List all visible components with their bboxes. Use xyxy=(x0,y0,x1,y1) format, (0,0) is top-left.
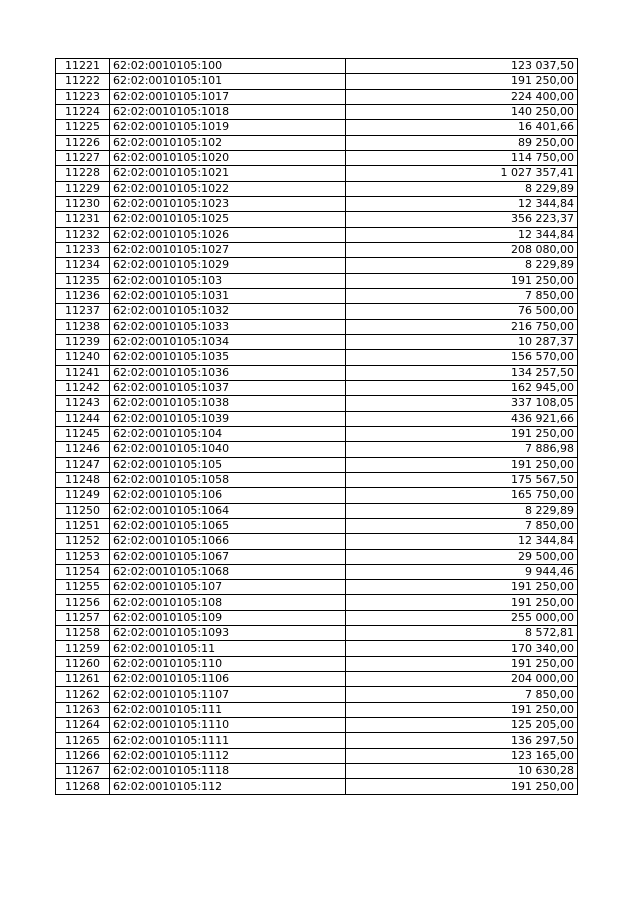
table-row xyxy=(56,104,578,119)
table-row xyxy=(56,365,578,380)
cadastral-number-cell: 62:02:0010105:1037 xyxy=(110,380,346,395)
cadastral-number-cell: 62:02:0010105:1038 xyxy=(110,396,346,411)
value-cell: 191 250,00 xyxy=(346,580,578,595)
table-row xyxy=(56,135,578,150)
row-number-cell: 11241 xyxy=(56,365,110,380)
table-row xyxy=(56,641,578,656)
cadastral-number-cell: 62:02:0010105:102 xyxy=(110,135,346,150)
value-cell: 156 570,00 xyxy=(346,350,578,365)
cadastral-number-cell: 62:02:0010105:1026 xyxy=(110,227,346,242)
table-row xyxy=(56,687,578,702)
value-cell: 12 344,84 xyxy=(346,534,578,549)
value-cell: 8 229,89 xyxy=(346,181,578,196)
cadastral-number-cell: 62:02:0010105:107 xyxy=(110,580,346,595)
table-row xyxy=(56,564,578,579)
cadastral-number-cell: 62:02:0010105:112 xyxy=(110,779,346,794)
cadastral-number-cell: 62:02:0010105:105 xyxy=(110,457,346,472)
row-number-cell: 11242 xyxy=(56,380,110,395)
row-number-cell: 11247 xyxy=(56,457,110,472)
row-number-cell: 11260 xyxy=(56,656,110,671)
cadastral-number-cell: 62:02:0010105:1025 xyxy=(110,212,346,227)
cadastral-number-cell: 62:02:0010105:111 xyxy=(110,702,346,717)
row-number-cell: 11225 xyxy=(56,120,110,135)
value-cell: 436 921,66 xyxy=(346,411,578,426)
value-cell: 191 250,00 xyxy=(346,273,578,288)
cadastral-number-cell: 62:02:0010105:103 xyxy=(110,273,346,288)
cadastral-number-cell: 62:02:0010105:1035 xyxy=(110,350,346,365)
cadastral-number-cell: 62:02:0010105:1111 xyxy=(110,733,346,748)
row-number-cell: 11267 xyxy=(56,764,110,779)
row-number-cell: 11234 xyxy=(56,258,110,273)
value-cell: 123 165,00 xyxy=(346,748,578,763)
value-cell: 16 401,66 xyxy=(346,120,578,135)
table-row xyxy=(56,288,578,303)
cadastral-number-cell: 62:02:0010105:1068 xyxy=(110,564,346,579)
value-cell: 8 572,81 xyxy=(346,626,578,641)
row-number-cell: 11235 xyxy=(56,273,110,288)
cadastral-number-cell: 62:02:0010105:1019 xyxy=(110,120,346,135)
value-cell: 29 500,00 xyxy=(346,549,578,564)
cadastral-number-cell: 62:02:0010105:1020 xyxy=(110,150,346,165)
cadastral-number-cell: 62:02:0010105:1093 xyxy=(110,626,346,641)
value-cell: 89 250,00 xyxy=(346,135,578,150)
cadastral-number-cell: 62:02:0010105:1065 xyxy=(110,518,346,533)
value-cell: 191 250,00 xyxy=(346,426,578,441)
row-number-cell: 11231 xyxy=(56,212,110,227)
cadastral-number-cell: 62:02:0010105:1112 xyxy=(110,748,346,763)
table-row xyxy=(56,626,578,641)
table-row xyxy=(56,212,578,227)
row-number-cell: 11222 xyxy=(56,74,110,89)
value-cell: 191 250,00 xyxy=(346,595,578,610)
value-cell: 76 500,00 xyxy=(346,304,578,319)
value-cell: 191 250,00 xyxy=(346,457,578,472)
cadastral-number-cell: 62:02:0010105:1018 xyxy=(110,104,346,119)
row-number-cell: 11233 xyxy=(56,242,110,257)
row-number-cell: 11256 xyxy=(56,595,110,610)
cadastral-number-cell: 62:02:0010105:1040 xyxy=(110,442,346,457)
table-row xyxy=(56,181,578,196)
value-cell: 8 229,89 xyxy=(346,503,578,518)
row-number-cell: 11261 xyxy=(56,672,110,687)
table-row xyxy=(56,334,578,349)
cadastral-number-cell: 62:02:0010105:1032 xyxy=(110,304,346,319)
table-row xyxy=(56,472,578,487)
row-number-cell: 11228 xyxy=(56,166,110,181)
cadastral-number-cell: 62:02:0010105:1027 xyxy=(110,242,346,257)
value-cell: 216 750,00 xyxy=(346,319,578,334)
row-number-cell: 11258 xyxy=(56,626,110,641)
value-cell: 337 108,05 xyxy=(346,396,578,411)
cadastral-number-cell: 62:02:0010105:104 xyxy=(110,426,346,441)
table-row xyxy=(56,580,578,595)
table-row xyxy=(56,656,578,671)
row-number-cell: 11245 xyxy=(56,426,110,441)
value-cell: 208 080,00 xyxy=(346,242,578,257)
value-cell: 165 750,00 xyxy=(346,488,578,503)
value-cell: 191 250,00 xyxy=(346,656,578,671)
row-number-cell: 11240 xyxy=(56,350,110,365)
value-cell: 8 229,89 xyxy=(346,258,578,273)
row-number-cell: 11250 xyxy=(56,503,110,518)
value-cell: 1 027 357,41 xyxy=(346,166,578,181)
cadastral-number-cell: 62:02:0010105:11 xyxy=(110,641,346,656)
value-cell: 140 250,00 xyxy=(346,104,578,119)
table-row xyxy=(56,319,578,334)
table-row xyxy=(56,196,578,211)
table-row xyxy=(56,518,578,533)
table-row xyxy=(56,273,578,288)
value-cell: 191 250,00 xyxy=(346,702,578,717)
table-row xyxy=(56,89,578,104)
cadastral-number-cell: 62:02:0010105:1039 xyxy=(110,411,346,426)
table-row xyxy=(56,411,578,426)
row-number-cell: 11249 xyxy=(56,488,110,503)
cadastral-number-cell: 62:02:0010105:1034 xyxy=(110,334,346,349)
value-cell: 7 850,00 xyxy=(346,288,578,303)
cadastral-number-cell: 62:02:0010105:1023 xyxy=(110,196,346,211)
value-cell: 12 344,84 xyxy=(346,196,578,211)
value-cell: 125 205,00 xyxy=(346,718,578,733)
table-row xyxy=(56,733,578,748)
cadastral-number-cell: 62:02:0010105:109 xyxy=(110,610,346,625)
row-number-cell: 11221 xyxy=(56,59,110,74)
value-cell: 123 037,50 xyxy=(346,59,578,74)
value-cell: 224 400,00 xyxy=(346,89,578,104)
row-number-cell: 11239 xyxy=(56,334,110,349)
row-number-cell: 11264 xyxy=(56,718,110,733)
table-row xyxy=(56,150,578,165)
row-number-cell: 11238 xyxy=(56,319,110,334)
row-number-cell: 11252 xyxy=(56,534,110,549)
value-cell: 255 000,00 xyxy=(346,610,578,625)
value-cell: 10 630,28 xyxy=(346,764,578,779)
cadastral-number-cell: 62:02:0010105:100 xyxy=(110,59,346,74)
table-row xyxy=(56,549,578,564)
value-cell: 12 344,84 xyxy=(346,227,578,242)
cadastral-number-cell: 62:02:0010105:1036 xyxy=(110,365,346,380)
table-row xyxy=(56,488,578,503)
table-row xyxy=(56,350,578,365)
table-row xyxy=(56,380,578,395)
value-cell: 7 886,98 xyxy=(346,442,578,457)
table-row xyxy=(56,672,578,687)
table-row xyxy=(56,595,578,610)
row-number-cell: 11248 xyxy=(56,472,110,487)
table-body xyxy=(56,59,578,795)
row-number-cell: 11253 xyxy=(56,549,110,564)
row-number-cell: 11229 xyxy=(56,181,110,196)
row-number-cell: 11254 xyxy=(56,564,110,579)
cadastral-number-cell: 62:02:0010105:1022 xyxy=(110,181,346,196)
cadastral-number-cell: 62:02:0010105:101 xyxy=(110,74,346,89)
cadastral-number-cell: 62:02:0010105:1064 xyxy=(110,503,346,518)
cadastre-table xyxy=(55,58,578,795)
row-number-cell: 11226 xyxy=(56,135,110,150)
row-number-cell: 11246 xyxy=(56,442,110,457)
value-cell: 136 297,50 xyxy=(346,733,578,748)
cadastral-number-cell: 62:02:0010105:1118 xyxy=(110,764,346,779)
cadastral-number-cell: 62:02:0010105:1110 xyxy=(110,718,346,733)
table-row xyxy=(56,396,578,411)
value-cell: 10 287,37 xyxy=(346,334,578,349)
table-row xyxy=(56,74,578,89)
value-cell: 7 850,00 xyxy=(346,687,578,702)
table-row xyxy=(56,59,578,74)
table-row xyxy=(56,534,578,549)
cadastral-number-cell: 62:02:0010105:1021 xyxy=(110,166,346,181)
row-number-cell: 11236 xyxy=(56,288,110,303)
value-cell: 162 945,00 xyxy=(346,380,578,395)
table-row xyxy=(56,120,578,135)
value-cell: 9 944,46 xyxy=(346,564,578,579)
row-number-cell: 11268 xyxy=(56,779,110,794)
cadastral-number-cell: 62:02:0010105:1058 xyxy=(110,472,346,487)
row-number-cell: 11265 xyxy=(56,733,110,748)
row-number-cell: 11223 xyxy=(56,89,110,104)
value-cell: 134 257,50 xyxy=(346,365,578,380)
row-number-cell: 11244 xyxy=(56,411,110,426)
cadastral-number-cell: 62:02:0010105:1107 xyxy=(110,687,346,702)
value-cell: 7 850,00 xyxy=(346,518,578,533)
cadastral-number-cell: 62:02:0010105:1106 xyxy=(110,672,346,687)
cadastral-number-cell: 62:02:0010105:108 xyxy=(110,595,346,610)
value-cell: 191 250,00 xyxy=(346,74,578,89)
table-row xyxy=(56,718,578,733)
table-row xyxy=(56,764,578,779)
row-number-cell: 11243 xyxy=(56,396,110,411)
row-number-cell: 11224 xyxy=(56,104,110,119)
cadastral-number-cell: 62:02:0010105:1031 xyxy=(110,288,346,303)
cadastral-number-cell: 62:02:0010105:1067 xyxy=(110,549,346,564)
row-number-cell: 11263 xyxy=(56,702,110,717)
value-cell: 191 250,00 xyxy=(346,779,578,794)
table-row xyxy=(56,457,578,472)
row-number-cell: 11262 xyxy=(56,687,110,702)
row-number-cell: 11259 xyxy=(56,641,110,656)
cadastral-number-cell: 62:02:0010105:1033 xyxy=(110,319,346,334)
table-row xyxy=(56,304,578,319)
row-number-cell: 11255 xyxy=(56,580,110,595)
row-number-cell: 11257 xyxy=(56,610,110,625)
cadastral-number-cell: 62:02:0010105:1066 xyxy=(110,534,346,549)
table-row xyxy=(56,610,578,625)
row-number-cell: 11227 xyxy=(56,150,110,165)
row-number-cell: 11232 xyxy=(56,227,110,242)
table-row xyxy=(56,748,578,763)
row-number-cell: 11237 xyxy=(56,304,110,319)
value-cell: 356 223,37 xyxy=(346,212,578,227)
table-row xyxy=(56,227,578,242)
table-row xyxy=(56,242,578,257)
table-row xyxy=(56,258,578,273)
table-row xyxy=(56,702,578,717)
table-row xyxy=(56,426,578,441)
row-number-cell: 11266 xyxy=(56,748,110,763)
row-number-cell: 11230 xyxy=(56,196,110,211)
table-row xyxy=(56,166,578,181)
value-cell: 175 567,50 xyxy=(346,472,578,487)
value-cell: 204 000,00 xyxy=(346,672,578,687)
cadastral-number-cell: 62:02:0010105:106 xyxy=(110,488,346,503)
value-cell: 170 340,00 xyxy=(346,641,578,656)
table-row xyxy=(56,503,578,518)
table-row xyxy=(56,779,578,794)
cadastral-number-cell: 62:02:0010105:110 xyxy=(110,656,346,671)
table-row xyxy=(56,442,578,457)
value-cell: 114 750,00 xyxy=(346,150,578,165)
cadastral-number-cell: 62:02:0010105:1029 xyxy=(110,258,346,273)
cadastral-number-cell: 62:02:0010105:1017 xyxy=(110,89,346,104)
row-number-cell: 11251 xyxy=(56,518,110,533)
